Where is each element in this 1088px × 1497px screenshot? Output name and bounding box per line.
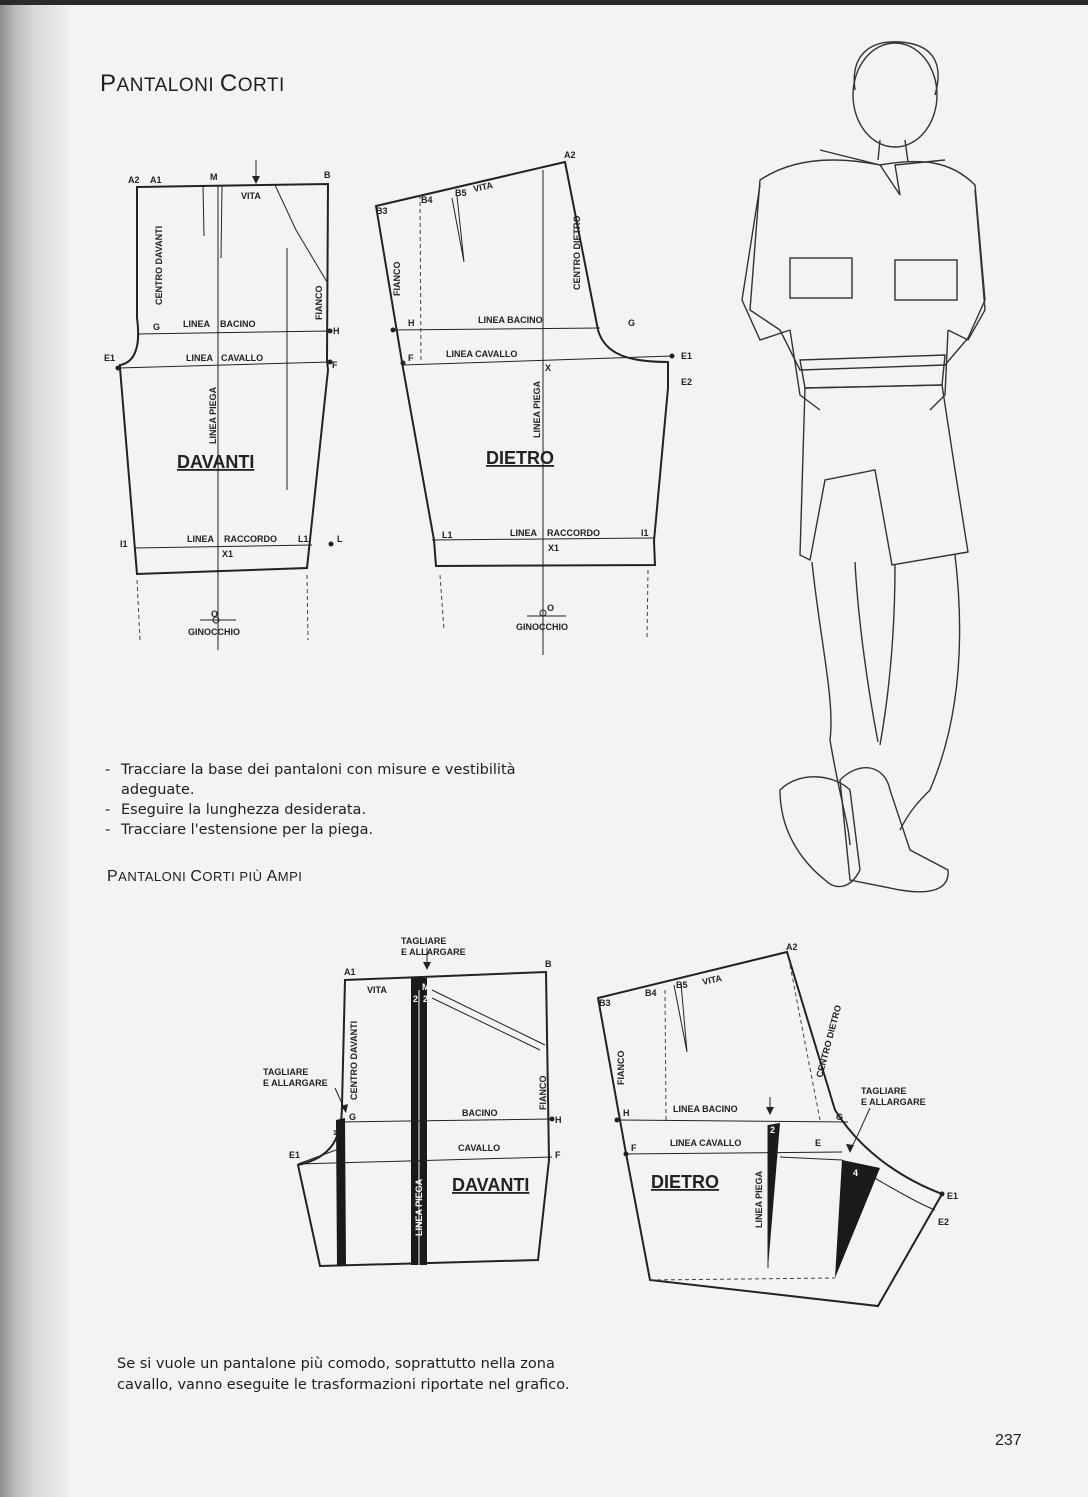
wide-front-point-h <box>550 1117 555 1122</box>
wide-back-point-e1 <box>940 1192 945 1197</box>
back-label-dietro: DIETRO <box>486 448 555 468</box>
fashion-figure-illustration <box>742 42 985 892</box>
figure-right-pocket <box>895 260 957 300</box>
wide-front-label-bacino: BACINO <box>462 1108 498 1118</box>
wide-front-label-allargare-1: E ALLARGARE <box>401 947 466 957</box>
back-label-fianco: FIANCO <box>392 261 402 296</box>
wide-back-hip-arrow-head <box>766 1107 774 1115</box>
back-label-centro-dietro: CENTRO DIETRO <box>572 215 582 290</box>
wide-front-label-centro-davanti: CENTRO DAVANTI <box>349 1020 359 1100</box>
front-label-f: F <box>332 360 338 370</box>
wide-front-pocket-line <box>432 990 545 1050</box>
back-hip-line <box>392 328 600 330</box>
front-waist-arrow-head <box>252 176 260 184</box>
instruction-item: - Tracciare la base dei pantaloni con misure e vestibilità adeguate. <box>103 760 523 800</box>
back-point-h <box>391 328 396 333</box>
front-label-vita: VITA <box>241 191 261 201</box>
front-label-bacino: BACINO <box>220 319 256 329</box>
wide-back-crease-insert <box>768 1123 780 1268</box>
figure-hair <box>854 42 938 95</box>
page-number: 237 <box>995 1432 1022 1449</box>
front-label-m: M <box>210 172 218 182</box>
wide-front-label-two-b: 2 <box>423 994 429 1004</box>
wide-back-hem-guide <box>650 1278 835 1280</box>
front-label-centro-davanti: CENTRO DAVANTI <box>154 225 164 305</box>
wide-front-crotch-ext <box>298 1150 336 1164</box>
back-label-b3: B3 <box>376 206 388 216</box>
instruction-list <box>103 760 523 840</box>
wide-back-label-linea-bacino: LINEA BACINO <box>673 1104 738 1114</box>
back-label-ginocchio: GINOCCHIO <box>516 622 569 632</box>
front-label-fianco: FIANCO <box>314 285 324 320</box>
section-subtitle: PANTALONI CORTI PIÙ AMPI <box>107 868 303 885</box>
back-label-linea-bacino: LINEA BACINO <box>478 315 543 325</box>
wide-front-label-f: F <box>555 1150 561 1160</box>
front-label-l: L <box>337 534 343 544</box>
wide-back-label-four: 4 <box>853 1168 859 1178</box>
back-label-o: O <box>547 603 555 613</box>
front-hip-line <box>137 331 330 334</box>
front-hem-join-line <box>134 545 312 548</box>
figure-right-leg <box>880 555 960 830</box>
figure-shirt <box>750 160 985 370</box>
wide-back-label-a2: A2 <box>786 942 798 952</box>
wide-back-crotch-ext <box>780 1157 842 1160</box>
front-dart-right <box>221 186 222 258</box>
back-label-e1: E1 <box>681 351 693 361</box>
back-label-b5: B5 <box>455 188 467 198</box>
wide-back-label-h: H <box>623 1108 630 1118</box>
wide-front-label-tagliare-2: TAGLIARE <box>263 1067 309 1077</box>
wide-back-label-e2: E2 <box>938 1217 950 1227</box>
figure-shorts <box>800 385 968 565</box>
back-point-f <box>401 361 406 366</box>
front-leg-right-ext <box>307 575 308 640</box>
wide-front-hip-line <box>340 1119 552 1122</box>
wide-front-label-tagliare-1: TAGLIARE <box>401 936 447 946</box>
wide-back-dart <box>674 983 687 1052</box>
back-label-linea: LINEA <box>510 528 537 538</box>
front-label-linea-piega: LINEA PIEGA <box>208 386 218 444</box>
wide-back-label-vita: VITA <box>701 973 723 987</box>
back-dart <box>452 196 464 262</box>
wide-back-label-b4: B4 <box>645 988 657 998</box>
wide-front-label-vita: VITA <box>367 985 387 995</box>
wide-front-label-cavallo: CAVALLO <box>458 1143 501 1153</box>
front-label-h: H <box>333 326 340 336</box>
wide-front-label-e1: E1 <box>289 1150 301 1160</box>
wide-back-label-allargare: E ALLARGARE <box>861 1097 926 1107</box>
wide-front-label-allargare-2: E ALLARGARE <box>263 1078 328 1088</box>
wide-back-dart-guide <box>665 990 666 1120</box>
back-label-f: F <box>408 353 414 363</box>
front-label-linea-2: LINEA <box>186 353 213 363</box>
wide-front-label-two-a: 2 <box>413 994 419 1004</box>
front-label-linea-3: LINEA <box>187 534 214 544</box>
back-label-e2: E2 <box>681 377 693 387</box>
wide-back-label-fianco: FIANCO <box>616 1050 626 1085</box>
back-label-g: G <box>628 318 636 328</box>
wide-back-label-g: G <box>836 1112 844 1122</box>
back-leg-right-ext <box>647 570 648 638</box>
back-dart-guide <box>420 195 421 362</box>
front-pattern <box>104 160 343 650</box>
front-point-l <box>329 542 334 547</box>
front-label-cavallo: CAVALLO <box>221 353 264 363</box>
front-label-g: G <box>153 322 161 332</box>
figure-waistband <box>800 355 945 388</box>
wide-back-pattern <box>598 942 958 1306</box>
back-label-x1: X1 <box>548 543 560 553</box>
wide-back-label-tagliare: TAGLIARE <box>861 1086 907 1096</box>
wide-back-label-two: 2 <box>770 1125 776 1135</box>
page-title: PANTALONI CORTI <box>100 70 285 97</box>
wide-front-label-one-five: 1.5 <box>333 1130 343 1137</box>
back-label-l1: L1 <box>442 530 453 540</box>
instruction-item: - Tracciare l'estensione per la piega. <box>103 820 523 840</box>
back-label-raccordo: RACCORDO <box>547 528 600 538</box>
front-outline <box>120 184 328 574</box>
wide-front-label-g: G <box>349 1112 357 1122</box>
figure-neck <box>878 140 908 162</box>
wide-back-label-e: E <box>815 1138 822 1148</box>
instruction-item: - Eseguire la lunghezza desiderata. <box>103 800 523 820</box>
wide-front-label-fianco: FIANCO <box>538 1075 548 1110</box>
front-dart-left <box>203 186 204 236</box>
wide-front-label-h: H <box>555 1115 562 1125</box>
figure-right-arm <box>930 330 948 410</box>
front-label-l1: L1 <box>298 534 309 544</box>
wide-back-hip-line <box>617 1120 848 1122</box>
back-label-vita: VITA <box>472 180 494 194</box>
wide-back-label-dietro: DIETRO <box>651 1172 720 1192</box>
wide-front-crotch-insert <box>336 1118 346 1265</box>
front-label-ginocchio: GINOCCHIO <box>188 627 241 637</box>
wide-back-crotch-line <box>626 1152 842 1154</box>
front-label-a2: A2 <box>128 175 140 185</box>
back-point-e1 <box>670 354 675 359</box>
front-pocket-line <box>275 185 327 282</box>
wide-back-label-e1: E1 <box>947 1191 959 1201</box>
back-label-a2: A2 <box>564 150 576 160</box>
wide-back-label-b3: B3 <box>599 998 611 1008</box>
front-leg-left-ext <box>137 580 140 640</box>
wide-back-point-h <box>615 1118 620 1123</box>
front-label-x1: X1 <box>222 549 234 559</box>
back-label-i1: I1 <box>641 528 649 538</box>
front-label-davanti: DAVANTI <box>177 452 255 472</box>
wide-front-label-m: M <box>422 982 430 992</box>
wide-front-label-b: B <box>545 959 552 969</box>
wide-back-point-f <box>624 1152 629 1157</box>
front-label-e1: E1 <box>104 353 116 363</box>
back-label-linea-cavallo: LINEA CAVALLO <box>446 349 518 359</box>
front-label-a1: A1 <box>150 175 162 185</box>
front-point-e1 <box>116 366 121 371</box>
front-label-raccordo: RACCORDO <box>224 534 277 544</box>
wide-back-label-b5: B5 <box>676 980 688 990</box>
front-label-i1: I1 <box>120 539 128 549</box>
closing-note: Se si vuole un pantalone più comodo, soprattutto nella zona cavallo, vanno eseguite le trasformazioni riportate nel grafico. <box>117 1356 570 1393</box>
front-label-b: B <box>324 170 331 180</box>
front-label-o: O <box>211 609 219 619</box>
figure-collar <box>820 150 945 195</box>
front-point-h <box>328 329 333 334</box>
back-leg-left-ext <box>440 575 444 630</box>
back-label-h: H <box>408 318 415 328</box>
wide-front-pattern <box>263 936 562 1266</box>
wide-back-side-arrow-head <box>846 1144 854 1153</box>
wide-back-label-linea-piega: LINEA PIEGA <box>754 1170 764 1228</box>
back-crotch-line <box>403 356 672 365</box>
figure-head <box>853 43 937 147</box>
figure-left-leg <box>812 562 878 845</box>
figure-right-sleeve <box>948 190 985 340</box>
back-label-x: X <box>545 363 552 373</box>
wide-back-side-arrow <box>850 1108 870 1150</box>
wide-back-label-centro-dietro: CENTRO DIETRO <box>814 1003 844 1079</box>
wide-front-top-arrow-head <box>423 962 431 970</box>
figure-left-sleeve <box>742 185 790 340</box>
wide-front-label-a1: A1 <box>344 967 356 977</box>
figure-left-pocket <box>790 258 852 298</box>
wide-front-label-davanti: DAVANTI <box>452 1175 530 1195</box>
wide-back-label-f: F <box>631 1143 637 1153</box>
wide-back-label-linea-cavallo: LINEA CAVALLO <box>670 1138 742 1148</box>
front-label-linea-1: LINEA <box>183 319 210 329</box>
back-label-linea-piega: LINEA PIEGA <box>532 380 542 438</box>
wide-front-label-linea-piega: LINEA PIEGA <box>414 1178 424 1236</box>
back-pattern <box>376 150 692 655</box>
back-label-b4: B4 <box>421 195 433 205</box>
